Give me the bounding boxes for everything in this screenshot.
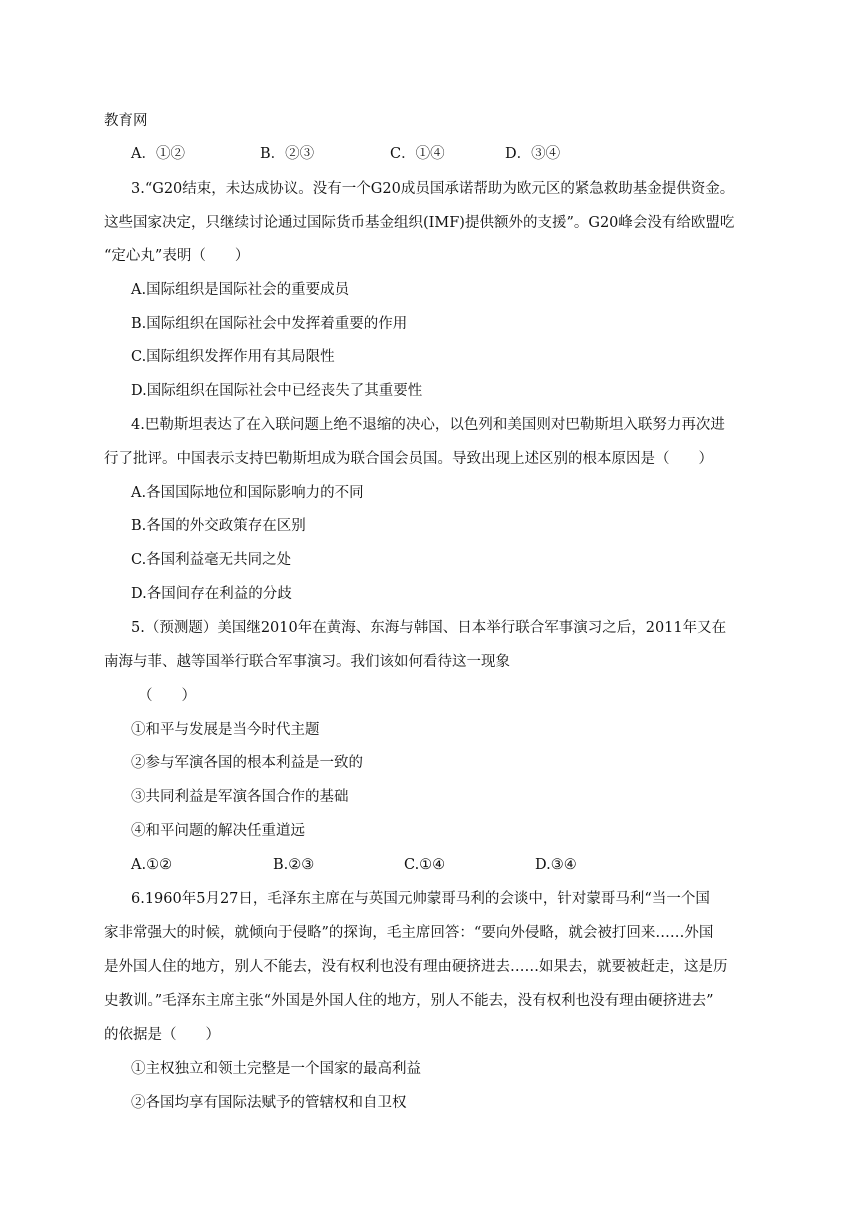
q3-option-c: C.国际组织发挥作用有其局限性 bbox=[131, 349, 335, 365]
q5-statement-2: ②参与军演各国的根本利益是一致的 bbox=[131, 755, 363, 771]
q2-option-b: B．②③ bbox=[260, 146, 315, 162]
q6-stem-line-3: 是外国人住的地方，别人不能去，没有权利也没有理由硬挤进去……如果去，就要被赶走，这是历 bbox=[104, 959, 728, 975]
q4-option-c: C.各国利益毫无共同之处 bbox=[131, 552, 292, 568]
q3-option-a: A.国际组织是国际社会的重要成员 bbox=[131, 282, 350, 298]
q6-stem-line-5: 的依据是（ ） bbox=[104, 1027, 220, 1043]
q4-option-d: D.各国间存在利益的分歧 bbox=[131, 586, 292, 602]
q3-stem-line-3: “定心丸”表明（ ） bbox=[104, 248, 250, 264]
q5-option-c: C.①④ bbox=[404, 857, 446, 873]
q2-option-a: A．①② bbox=[131, 146, 185, 162]
q6-stem-line-1: 6.1960年5月27日，毛泽东主席在与英国元帅蒙哥马利的会谈中，针对蒙哥马利“当一个国 bbox=[131, 891, 710, 907]
q4-stem-line-1: 4.巴勒斯坦表达了在入联问题上绝不退缩的决心，以色列和美国则对巴勒斯坦入联努力再次进 bbox=[131, 417, 725, 433]
q5-stem-line-2: 南海与菲、越等国举行联合军事演习。我们该如何看待这一现象 bbox=[104, 654, 510, 670]
q3-option-d: D.国际组织在国际社会中已经丧失了其重要性 bbox=[131, 383, 423, 399]
q5-answer-bracket: （ ） bbox=[138, 688, 196, 704]
q5-statement-4: ④和平问题的解决任重道远 bbox=[131, 823, 305, 839]
q2-option-c: C．①④ bbox=[390, 146, 445, 162]
q3-option-b: B.国际组织在国际社会中发挥着重要的作用 bbox=[131, 316, 408, 332]
q5-statement-1: ①和平与发展是当今时代主题 bbox=[131, 722, 320, 738]
q4-stem-line-2: 行了批评。中国表示支持巴勒斯坦成为联合国会员国。导致出现上述区别的根本原因是（ ） bbox=[104, 451, 713, 467]
q6-stem-line-4: 史教训。”毛泽东主席主张“外国是外国人住的地方，别人不能去，没有权利也没有理由硬挤进去” bbox=[104, 993, 714, 1009]
q5-option-b: B.②③ bbox=[273, 857, 315, 873]
q6-statement-1: ①主权独立和领土完整是一个国家的最高利益 bbox=[131, 1061, 421, 1077]
q5-option-d: D.③④ bbox=[535, 857, 577, 873]
q3-stem-line-2: 这些国家决定，只继续讨论通过国际货币基金组织(IMF)提供额外的支援”。G20峰会没有给欧盟吃 bbox=[104, 215, 735, 231]
q4-option-b: B.各国的外交政策存在区别 bbox=[131, 518, 306, 534]
page-header: 教育网 bbox=[104, 113, 148, 129]
q3-stem-line-1: 3.“G20结束，未达成协议。没有一个G20成员国承诺帮助为欧元区的紧急救助基金提供资金。 bbox=[131, 181, 735, 197]
q6-statement-2: ②各国均享有国际法赋予的管辖权和自卫权 bbox=[131, 1095, 407, 1111]
q5-stem-line-1: 5.（预测题）美国继2010年在黄海、东海与韩国、日本举行联合军事演习之后，2011年又在 bbox=[131, 620, 727, 636]
q5-statement-3: ③共同利益是军演各国合作的基础 bbox=[131, 789, 349, 805]
q2-option-d: D．③④ bbox=[505, 146, 561, 162]
q5-option-a: A.①② bbox=[131, 857, 173, 873]
q6-stem-line-2: 家非常强大的时候，就倾向于侵略”的探询，毛主席回答：“要向外侵略，就会被打回来……外国 bbox=[104, 925, 714, 941]
q4-option-a: A.各国国际地位和国际影响力的不同 bbox=[131, 485, 364, 501]
